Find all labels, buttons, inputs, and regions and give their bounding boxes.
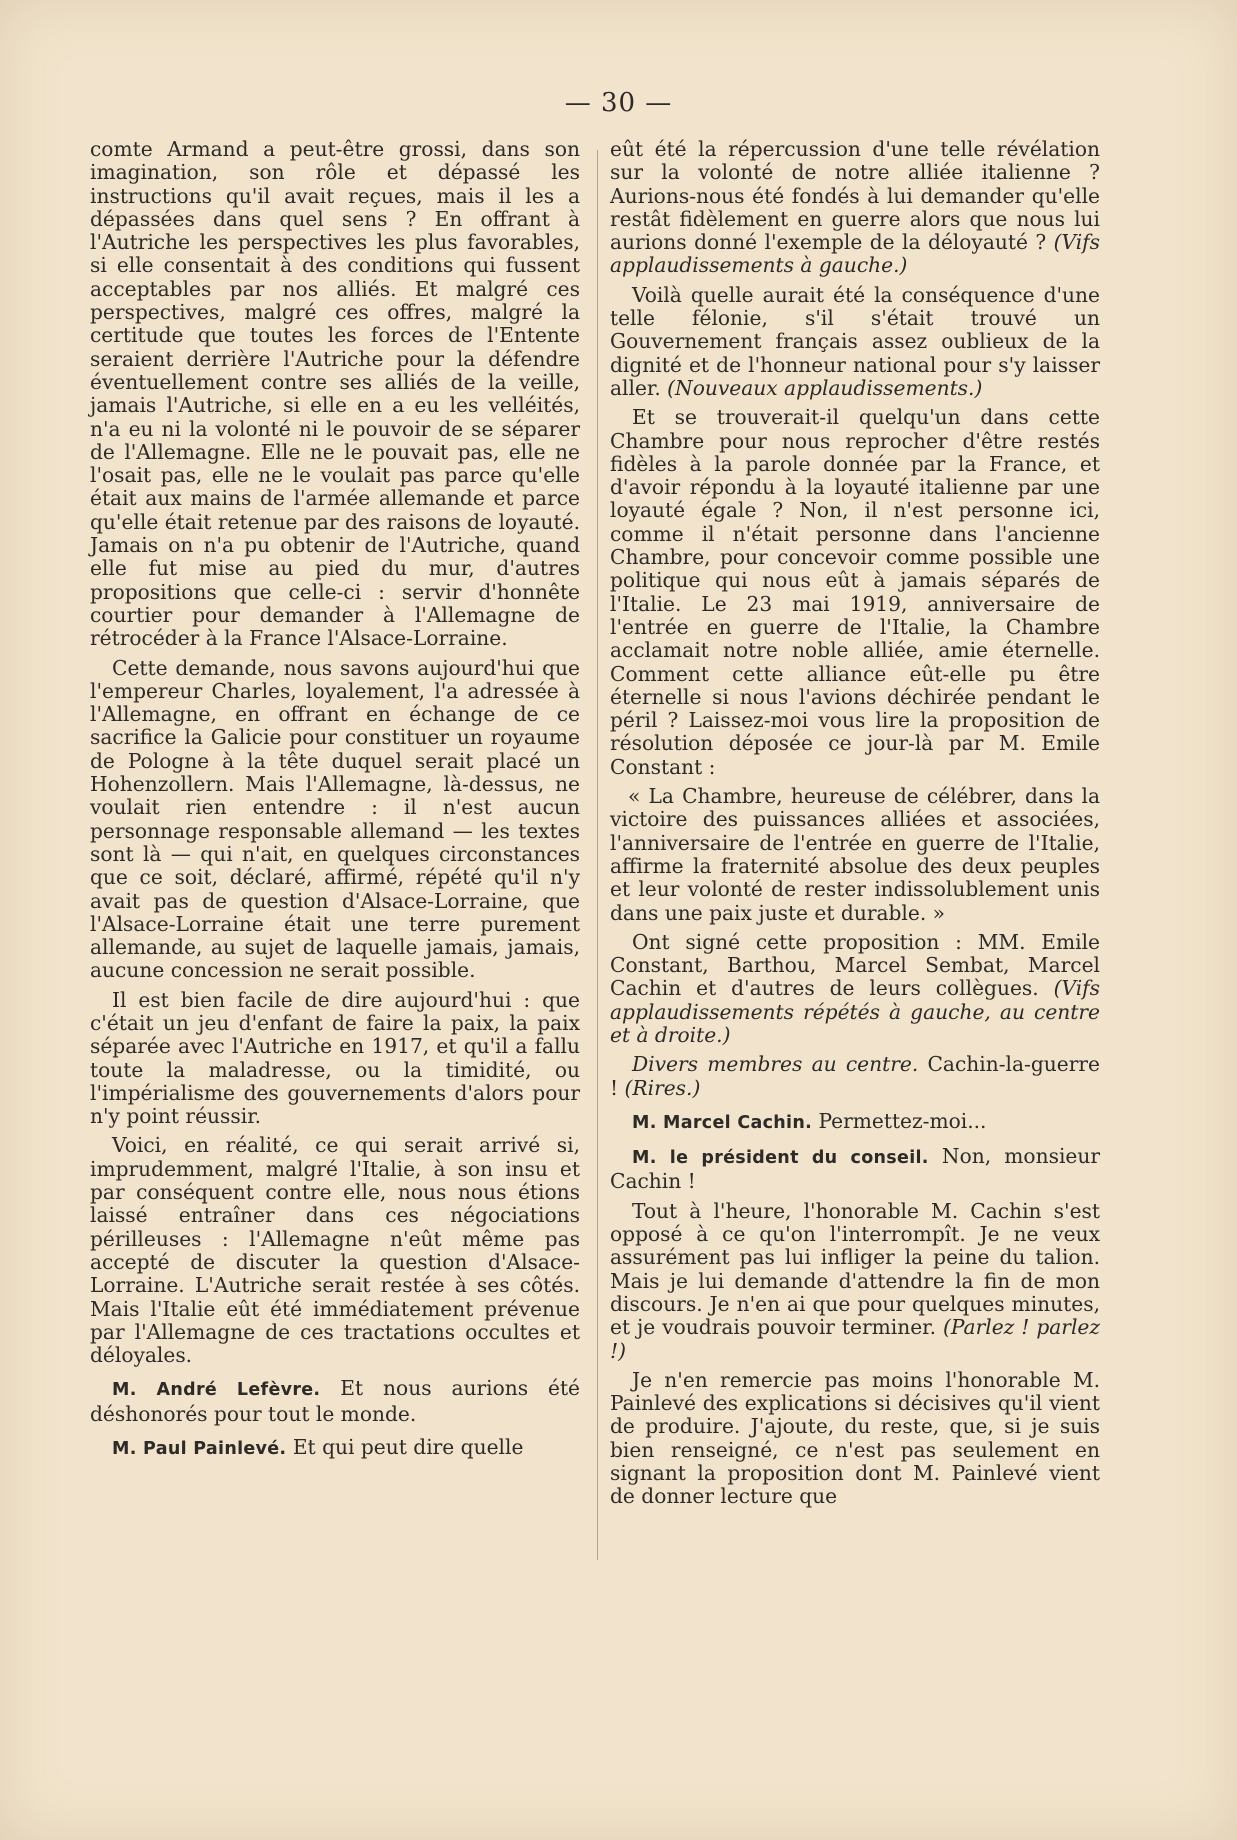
speaker-name: M. le président du conseil.	[632, 1148, 929, 1169]
speaker-name: M. Marcel Cachin.	[632, 1112, 813, 1133]
stage-direction: (Vifs applaudissements à gauche.)	[610, 230, 1101, 278]
stage-direction: (Rires.)	[624, 1075, 701, 1100]
paragraph: comte Armand a peut-être grossi, dans son imagination, son rôle et dépassé les instructions qu'il avait reçues, mais il les a dépassées dans quel sens ? En offrant à l'Autriche les perspectives les plus favorables, si elle consentait à des conditions qui fussent acceptables par nos alliés. Et malgré ces perspectives, malgré ces offres, malgré la certitude que toutes les forces de l'Entente seraient derrière l'Autriche pour la défendre éventuellement contre ses alliés de la veille, jamais l'Autriche, si elle en a eu les velléités, n'a eu ni la volonté ni le pouvoir de se séparer de l'Allemagne. Elle ne le pouvait pas, elle ne l'osait pas, elle ne le voulait pas parce qu'elle était aux mains de l'armée allemande et parce qu'elle était retenue par des raisons de loyauté. Jamais on n'a pu obtenir de l'Autriche, quand elle fut mise au pied du mur, d'autres propositions que celle-ci : servir d'honnête courtier pour demander à l'Allemagne de rétrocéder à la France l'Alsace-Lorraine.	[90, 137, 580, 651]
stage-direction: (Nouveaux applaudissements.)	[667, 375, 983, 400]
stage-direction: (Vifs applaudissements répétés à gauche, au centre et à droite.)	[610, 976, 1100, 1047]
paragraph: Divers membres au centre. Cachin-la-guerre ! (Rires.)	[610, 1052, 1100, 1100]
paragraph: Il est bien facile de dire aujourd'hui : que c'était un jeu d'enfant de faire la paix, la paix séparée avec l'Autriche en 1917, et qu'il a fallu toute la maladresse, ou la timidité, ou l'impérialisme des gouvernements d'alors pour n'y point réussir.	[90, 987, 580, 1129]
paragraph: Voilà quelle aurait été la conséquence d'une telle félonie, s'il s'était trouvé un Gouvernement français assez oublieux de la dignité et de l'honneur national pour s'y laisser aller. (Nouveaux applaudissements.)	[610, 282, 1100, 400]
paragraph: Voici, en réalité, ce qui serait arrivé si, imprudemment, malgré l'Italie, à son insu et par conséquent contre elle, nous nous étions laissé entraîner dans ces négociations périlleuses : l'Allemagne n'eût même pas accepté de discuter la question d'Alsace-Lorraine. L'Autriche serait restée à ses côtés. Mais l'Italie eût été immédiatement prévenue par l'Allemagne de ces tractations occultes et déloyales.	[90, 1133, 580, 1368]
paragraph: Et se trouverait-il quelqu'un dans cette Chambre pour nous reprocher d'être restés fidèles à la parole donnée par la France, et d'avoir répondu à la loyauté italienne par une loyauté égale ? Non, il n'est personne ici, comme il n'était personne dans l'ancienne Chambre, pour concevoir comme possible une politique qui nous eût à jamais séparés de l'Italie. Le 23 mai 1919, anniversaire de l'entrée en guerre de l'Italie, la Chambre acclamait notre noble alliée, amie éternelle. Comment cette alliance eût-elle pu être éternelle si nous l'avions déchirée pendant le péril ? Laissez-moi vous lire la proposition de résolution déposée ce jour-là par M. Emile Constant :	[610, 405, 1100, 779]
page-number: — 30 —	[564, 88, 673, 118]
paragraph: Ont signé cette proposition : MM. Emile Constant, Barthou, Marcel Sembat, Marcel Cachin et d'autres de leurs collègues. (Vifs applaudissements répétés à gauche, au centre et à droite.)	[610, 929, 1100, 1047]
column-divider	[597, 150, 598, 1560]
speaker-name: M. Paul Painlevé.	[112, 1439, 287, 1460]
paragraph: Je n'en remercie pas moins l'honorable M. Painlevé des explications si décisives qu'il vient de produire. J'ajoute, du reste, que, si je suis bien renseigné, ce n'est pas seulement en signant la proposition dont M. Painlevé vient de donner lecture que	[610, 1367, 1100, 1509]
quotation: « La Chambre, heureuse de célébrer, dans la victoire des puissances alliées et associées, l'anniversaire de l'entrée en guerre de l'Italie, affirme la fraternité absolue des deux peuples et leur volonté de rester indissolublement unis dans une paix juste et durable. »	[610, 784, 1100, 925]
speaker-paragraph: M. Marcel Cachin. Permettez-moi...	[632, 1108, 987, 1133]
stage-direction: Divers membres au centre.	[632, 1052, 919, 1077]
paragraph: Tout à l'heure, l'honorable M. Cachin s'est opposé à ce qu'on l'interrompît. Je ne veux assurément pas lui infliger la peine du talion. Mais je lui demande d'attendre la fin de mon discours. Je n'en ai que pour quelques minutes, et je voudrais pouvoir terminer. (Parlez ! parlez !)	[610, 1198, 1100, 1363]
speaker-paragraph: M. André Lefèvre. Et nous aurions été déshonorés pour tout le monde.	[90, 1376, 581, 1426]
paragraph: eût été la répercussion d'une telle révélation sur la volonté de notre alliée italienne ? Aurions-nous été fondés à lui demander qu'elle restât fidèlement en guerre alors que nous lui aurions donné l'exemple de la déloyauté ? (Vifs applaudissements à gauche.)	[610, 137, 1101, 278]
stage-direction: (Parlez ! parlez !)	[610, 1315, 1100, 1363]
speaker-paragraph: M. le président du conseil. Non, monsieur Cachin !	[610, 1144, 1100, 1194]
speaker-name: M. André Lefèvre.	[112, 1380, 321, 1401]
left-column	[90, 138, 580, 1467]
speaker-paragraph: M. Paul Painlevé. Et qui peut dire quelle	[112, 1435, 524, 1460]
right-column	[610, 138, 1100, 1515]
paragraph: Cette demande, nous savons aujourd'hui que l'empereur Charles, loyalement, l'a adressée à l'Allemagne, en offrant en échange de ce sacrifice la Galicie pour constituer un royaume de Pologne à la tête duquel serait placé un Hohenzollern. Mais l'Allemagne, là-dessus, ne voulait rien entendre : il n'est aucun personnage responsable allemand — les textes sont là — qui n'ait, en quelques circonstances que ce soit, déclaré, affirmé, répété qu'il n'y avait pas de question d'Alsace-Lorraine, que l'Alsace-Lorraine était une terre purement allemande, au sujet de laquelle jamais, jamais, aucune concession ne serait possible.	[90, 655, 580, 983]
